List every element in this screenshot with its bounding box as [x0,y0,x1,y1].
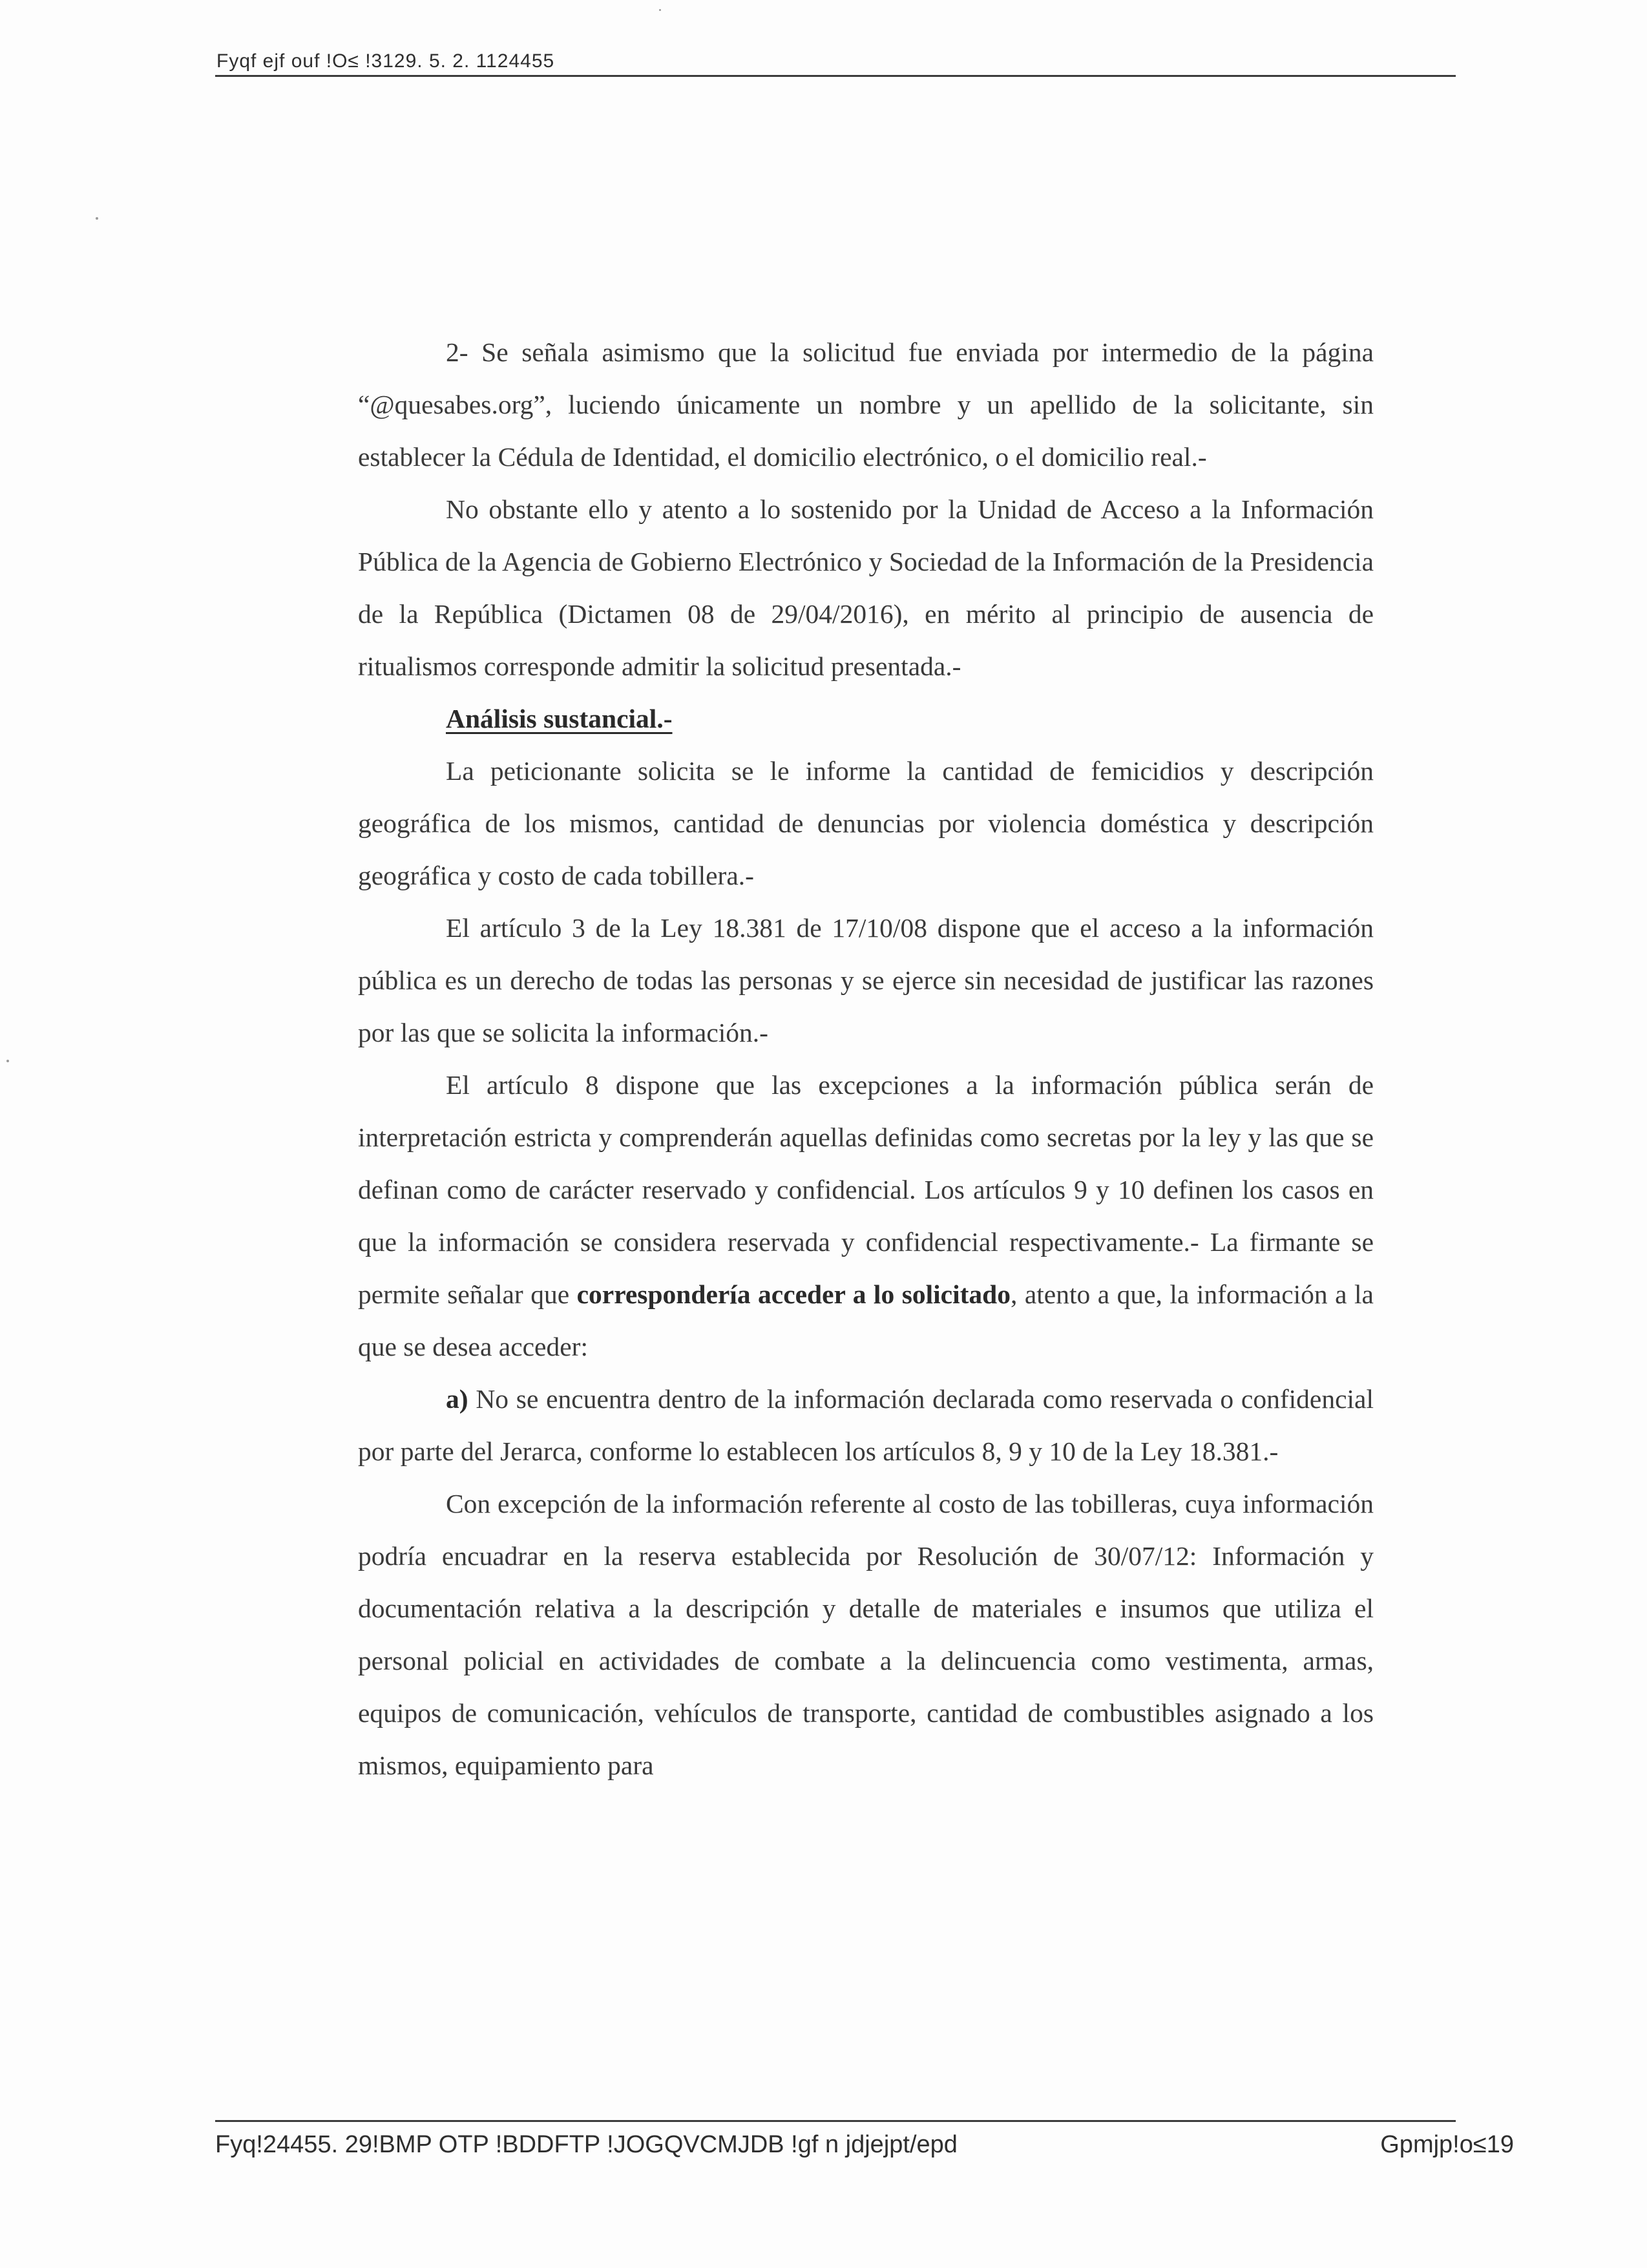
scan-speck [659,9,661,11]
bold-conclusion: correspondería acceder a lo solicitado [576,1279,1011,1309]
document-body [358,326,1374,1792]
paragraph-article-3: El artículo 3 de la Ley 18.381 de 17/10/08 dispone que el acceso a la información pública es un derecho de todas las personas y se ejerce sin necesidad de justificar las razones por las que se solicita la información.- [358,913,1374,1047]
paragraph-request: La peticionante solicita se le informe la cantidad de femicidios y descripción geográfica de los mismos, cantidad de denuncias por violencia doméstica y descripción geográfica y costo de cada tobillera.- [358,756,1374,890]
footer-page-number: Gpmjp!o≤19 [1380,2131,1514,2158]
article-8-text: El artículo 8 dispone que las excepciones a la información pública serán de interpretación estricta y comprenderán aquellas definidas como secretas por la ley y las que se definan como de carácter reservado y confidencial. Los artículos 9 y 10 definen los casos en que la información se considera reservada y confidencial respectivamente.- La firmante se permite señalar que [358,1070,1374,1309]
paragraph-item-a [358,1373,1374,1478]
header-divider [215,75,1456,77]
footer-divider [215,2120,1456,2122]
footer-file-path: Fyq!24455. 29!BMP OTP !BDDFTP !JOGQVCMJDB !gf n jdjejpt/epd [215,2131,958,2158]
page-header: Fyqf ejf ouf !O≤ !3129. 5. 2. 1124455 [216,50,555,72]
item-a-text: No se encuentra dentro de la información declarada como reservada o confidencial por parte del Jerarca, conforme lo establecen los artículos 8, 9 y 10 de la Ley 18.381.- [358,1384,1374,1466]
article-8-text-end: , atento a que, la información a la que se desea acceder: [358,1279,1374,1361]
paragraph-article-8 [358,1059,1374,1373]
paragraph-exception: Con excepción de la información referente al costo de las tobilleras, cuya información podría encuadrar en la reserva establecida por Resolución de 30/07/12: Información y documentación relativa a la descripción y detalle de materiales e insumos que utiliza el personal policial en actividades de combate a la delincuencia como vestimenta, armas, equipos de comunicación, vehículos de transporte, cantidad de combustibles asignado a los mismos, equipamiento para [358,1489,1374,1780]
paragraph-identification: 2- Se señala asimismo que la solicitud fue enviada por intermedio de la página “@quesabes.org”, luciendo únicamente un nombre y un apellido de la solicitante, sin establecer la Cédula de Identidad, el domicilio electrónico, o el domicilio real.- [358,337,1374,472]
paragraph-admission: No obstante ello y atento a lo sostenido por la Unidad de Acceso a la Información Pública de la Agencia de Gobierno Electrónico y Sociedad de la Información de la Presidencia de la República (Dictamen 08 de 29/04/2016), en mérito al principio de ausencia de ritualismos corresponde admitir la solicitud presentada.- [358,494,1374,681]
scan-speck [6,1060,9,1062]
item-a-label: a) [446,1384,468,1414]
section-heading: Análisis sustancial.- [446,704,673,733]
scan-speck [96,217,98,220]
